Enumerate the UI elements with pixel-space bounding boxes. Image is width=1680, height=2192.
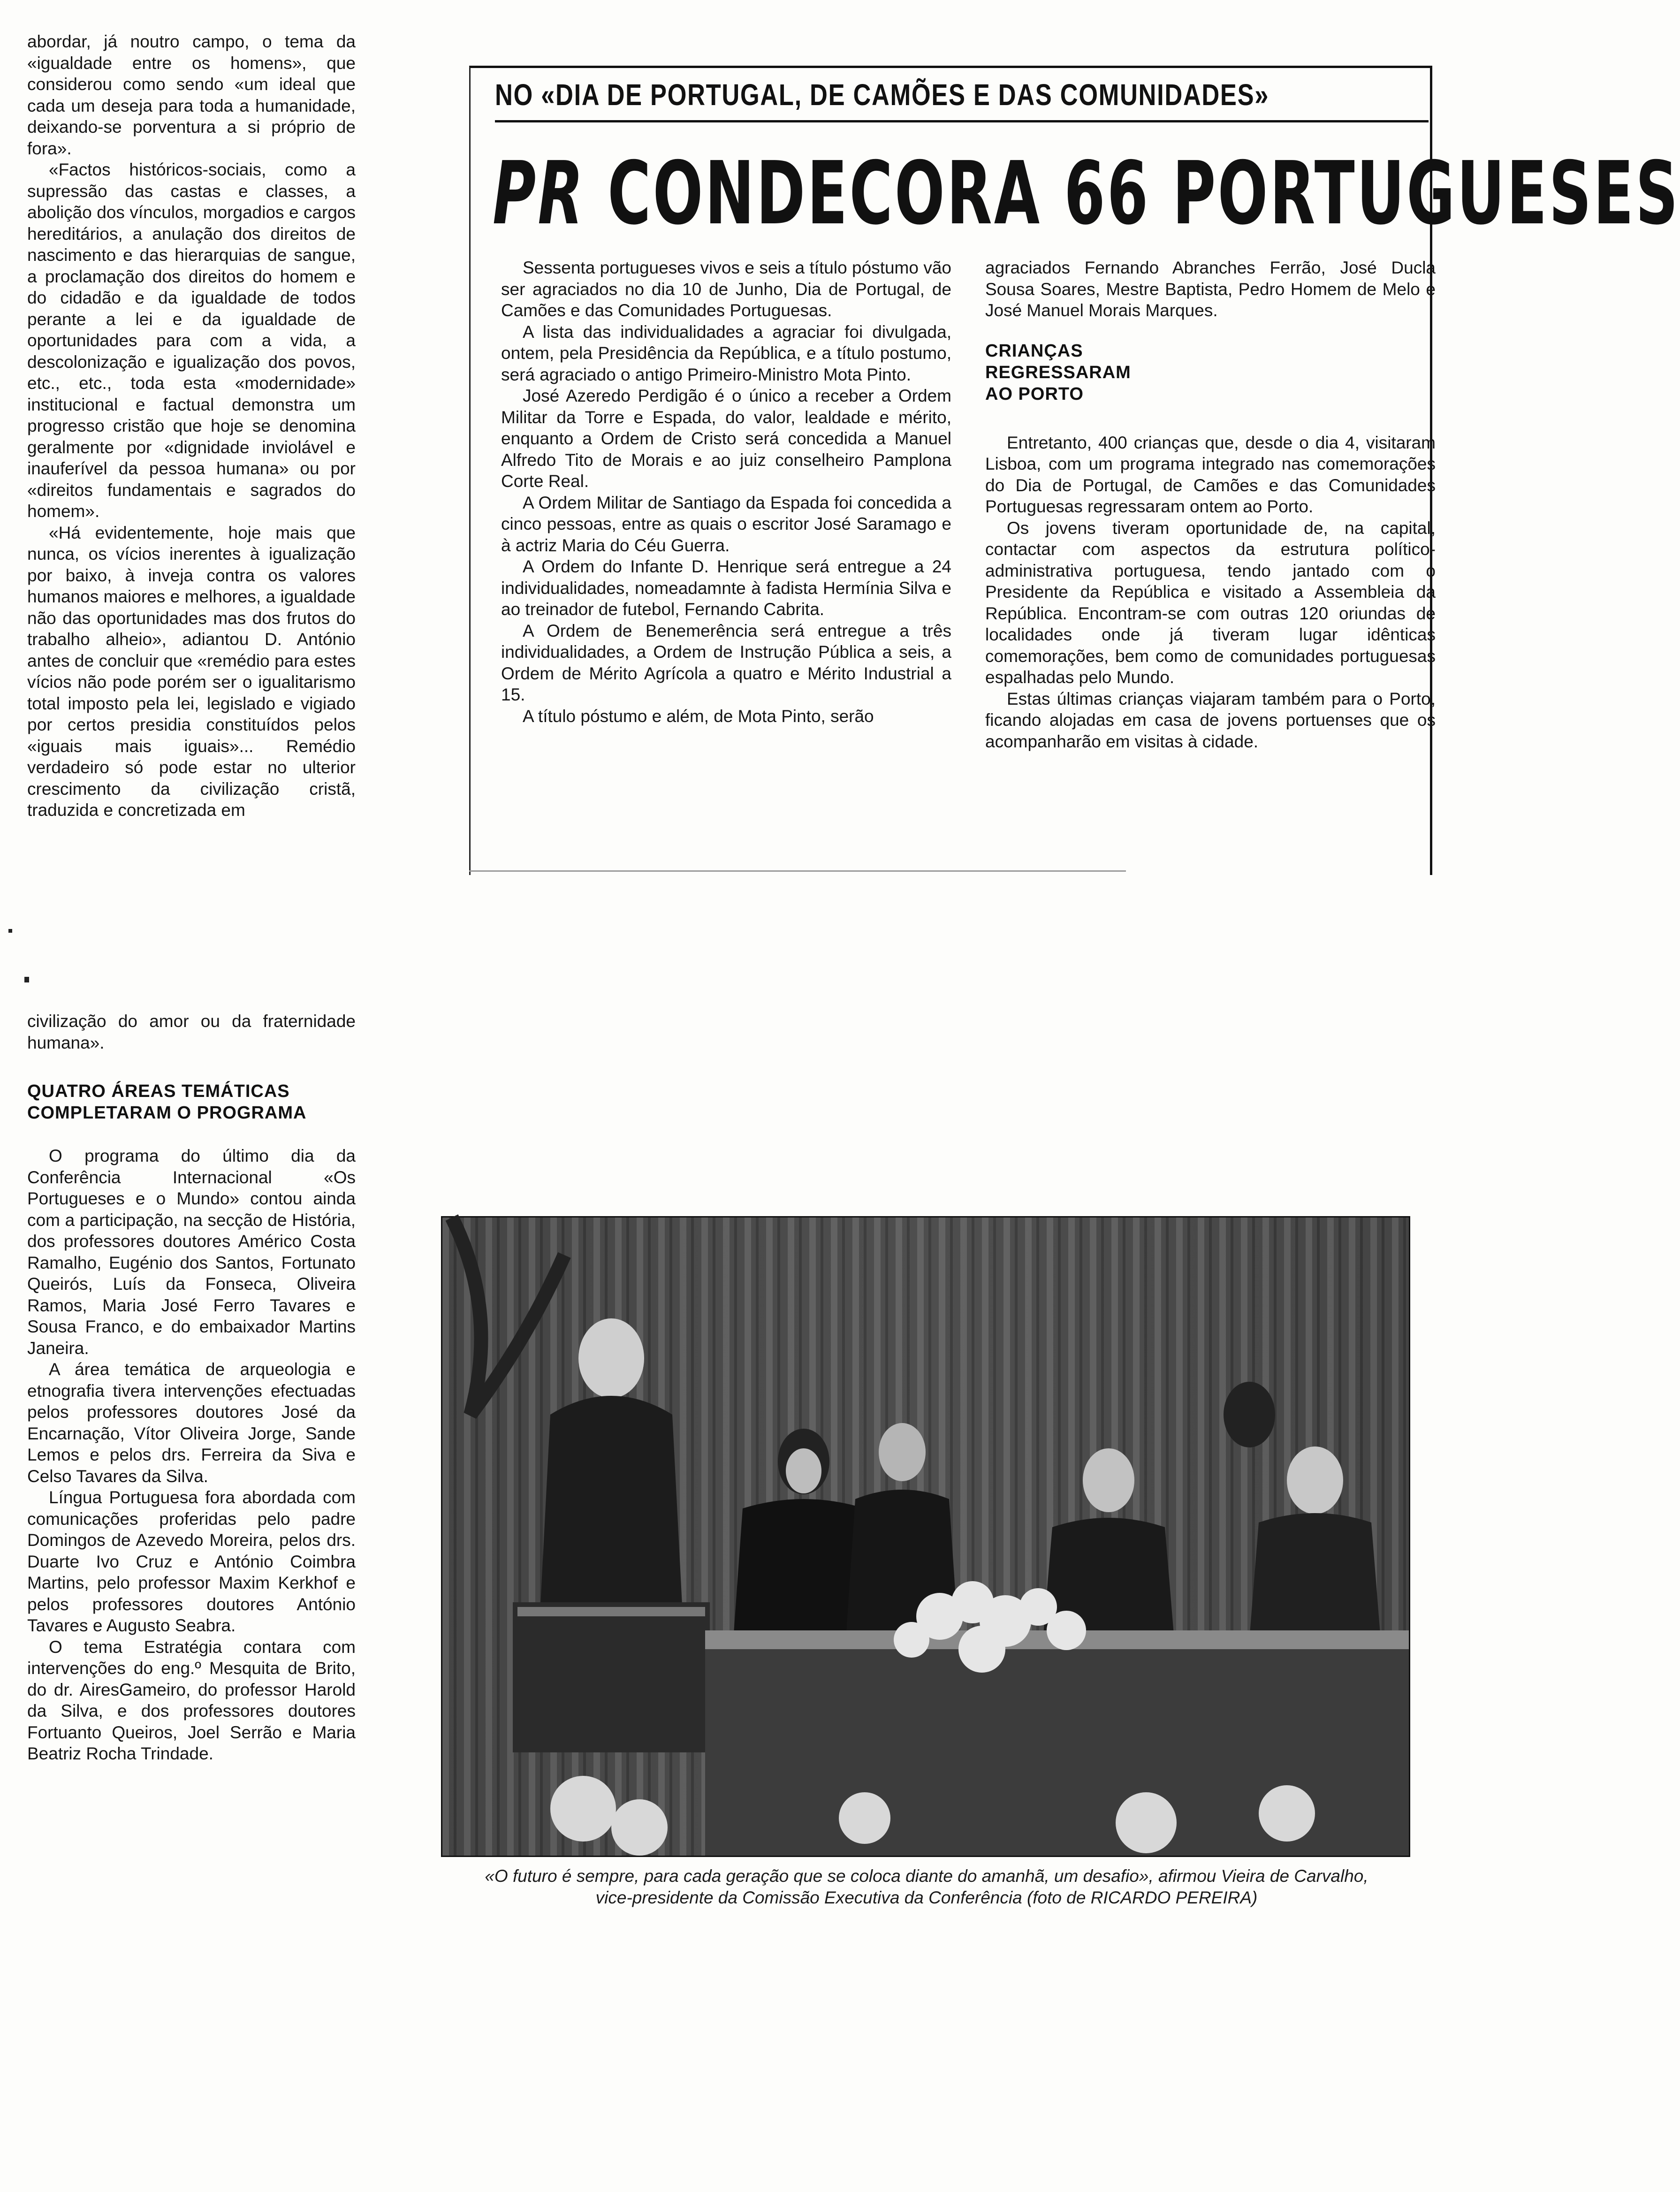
article-kicker: NO «DIA DE PORTUGAL, DE CAMÕES E DAS COMUNIDADES»: [495, 78, 1270, 112]
left-paragraph: abordar, já noutro campo, o tema da «igualdade entre os homens», que considerou como sendo «um ideal que cada um deseja para toda a humanidade, deixando-se porventura a si próprio de fora».: [27, 32, 356, 158]
photo-caption: [422, 1865, 1431, 1909]
article-paragraph: Estas últimas crianças viajaram também para o Porto, ficando alojadas em casa de jovens portuenses que os acompanharão em visitas à cidade.: [985, 689, 1436, 751]
program-subhead: QUATRO ÁREAS TEMÁTICAS COMPLETARAM O PROGRAMA: [27, 1081, 307, 1123]
program-paragraph: Língua Portuguesa fora abordada com comunicações proferidas pelo padre Domingos de Azevedo Moreira, pelos drs. Duarte Ivo Cruz e António Coimbra Martins, pelo professor Maxim Kerkhof e pelos professores doutores António Tavares e Augusto Seabra.: [27, 1488, 356, 1635]
article-paragraph: A Ordem Militar de Santiago da Espada foi concedida a cinco pessoas, entre as quais o escritor José Saramago e à actriz Maria do Céu Guerra.: [501, 493, 951, 555]
program-paragraph: O programa do último dia da Conferência Internacional «Os Portugueses e o Mundo» contou ainda com a participação, na secção de História, dos professores doutores Américo Costa Ramalho, Eugénio dos Santos, Fortunato Queirós, Luís da Fonseca, Oliveira Ramos, Maria José Ferro Tavares e Sousa Franco, e do embaixador Martins Janeira.: [27, 1146, 356, 1358]
left-column-continuation: [27, 31, 356, 821]
caption-line: vice-presidente da Comissão Executiva da Conferência (foto de RICARDO PEREIRA): [595, 1888, 1258, 1907]
speaker-head: [578, 1318, 644, 1398]
article-paragraph: A lista das individualidades a agraciar foi divulgada, ontem, pela Presidência da República, e a título postumo, será agraciado o antigo Primeiro-Ministro Mota Pinto.: [501, 322, 951, 384]
article-headline: [493, 143, 1680, 244]
kicker-underline: [495, 120, 1429, 122]
left-paragraph: «Há evidentemente, hoje mais que nunca, os vícios inerentes à igualização por baixo, à inveja contra os valores humanos maiores e melhores, a igualdade não das oportunidades mas dos frutos do trabalho alheio», adiantou D. António antes de concluir que «remédio para estes vícios não pode porém ser o igualitarismo total imposto pela lei, legislado e vigiado por certos presidia constituídos pelos «iguais mais iguais»... Remédio verdadeiro só pode estar no ulterior crescimento da civilização cristã, traduzida e concretizada em: [27, 523, 356, 820]
scan-speck: [8, 929, 12, 933]
left-paragraph-end: civilização do amor ou da fraternidade humana».: [27, 1012, 356, 1052]
program-paragraph: O tema Estratégia contara com intervenções do eng.º Mesquita de Brito, do dr. AiresGameiro, do professor Harold da Silva, e dos professores doutores Fortuanto Queiros, Joel Serrão e Maria Beatriz Rocha Trindade.: [27, 1637, 356, 1763]
article-paragraph: A Ordem do Infante D. Henrique será entregue a 24 individualidades, nomeadamnte à fadista Hermínia Silva e ao treinador de futebol, Fernando Cabrita.: [501, 557, 951, 619]
photo-illustration: [442, 1218, 1409, 1856]
headline-pr: PR: [493, 143, 585, 244]
box-bottom-rule: [469, 870, 1126, 872]
caption-line: «O futuro é sempre, para cada geração que se coloca diante do amanhã, um desafio», afirmou Vieira de Carvalho,: [485, 1866, 1368, 1886]
article-column-2: [985, 257, 1436, 752]
headline-main: CONDECORA 66 PORTUGUESES: [608, 143, 1680, 244]
article-paragraph: A título póstumo e além, de Mota Pinto, serão: [523, 706, 874, 726]
conference-photo: [441, 1216, 1410, 1857]
article-column-1: [501, 257, 951, 727]
article-paragraph: Entretanto, 400 crianças que, desde o dia 4, visitaram Lisboa, com um programa integrado nas comemorações do Dia de Portugal, de Camões e das Comunidades Portuguesas regressaram ontem ao Porto.: [985, 433, 1436, 516]
article-paragraph: Sessenta portugueses vivos e seis a título póstumo vão ser agraciados no dia 10 de Junho, Dia de Portugal, de Camões e das Comunidades Portuguesas.: [501, 258, 951, 320]
article-paragraph: A Ordem de Benemerência será entregue a três individualidades, a Ordem de Instrução Pública a seis, a Ordem de Mérito Agrícola a quatro e Mérito Industrial a 15.: [501, 621, 951, 704]
podium: [513, 1602, 710, 1752]
article-paragraph: agraciados Fernando Abranches Ferrão, José Ducla Sousa Soares, Mestre Baptista, Pedro Homem de Melo e José Manuel Morais Marques.: [985, 258, 1436, 320]
article-paragraph: Os jovens tiveram oportunidade de, na capital, contactar com aspectos da estrutura político-administrativa portuguesa, tendo jantado com o Presidente da República e visitado a Assembleia da República. Encontram-se com outras 120 oriundas de localidades onde já tiveram lugar idênticas comemorações, bem como de comunidades portuguesas espalhadas pelo Mundo.: [985, 518, 1436, 687]
left-paragraph: «Factos históricos-sociais, como a supressão das castas e classes, a abolição dos vínculos, morgadios e cargos hereditários, a anulação dos direitos de nascimento e das hierarquias de sangue, a proclamação dos direitos do homem e do cidadão e da igualdade de todos perante a lei e da igualdade de oportunidades para com a vida, a descolonização e igualização dos povos, etc., etc., toda esta «modernidade» institucional e factual demonstra um progresso cristão que hoje se denomina geralmente por «dignidade inviolável e inauferível da pessoa humana» ou por «direitos fundamentais e sagrados do homem».: [27, 160, 356, 521]
program-paragraph: A área temática de arqueologia e etnografia tivera intervenções efectuadas pelos professores doutores José da Encarnação, Vítor Oliveira Jorge, Sande Lemos e pelos drs. Ferreira da Siva e Celso Tavares da Silva.: [27, 1360, 356, 1486]
article-paragraph: José Azeredo Perdigão é o único a receber a Ordem Militar da Torre e Espada, do valor, lealdade e mérito, enquanto a Ordem de Cristo será concedida a Manuel Alfredo Tito de Morais e ao juiz conselheiro Pamplona Corte Real.: [501, 386, 951, 491]
children-subhead: CRIANÇAS REGRESSARAM AO PORTO: [985, 341, 1131, 404]
left-column-program: [27, 1011, 356, 1765]
scan-speck: [24, 977, 29, 982]
